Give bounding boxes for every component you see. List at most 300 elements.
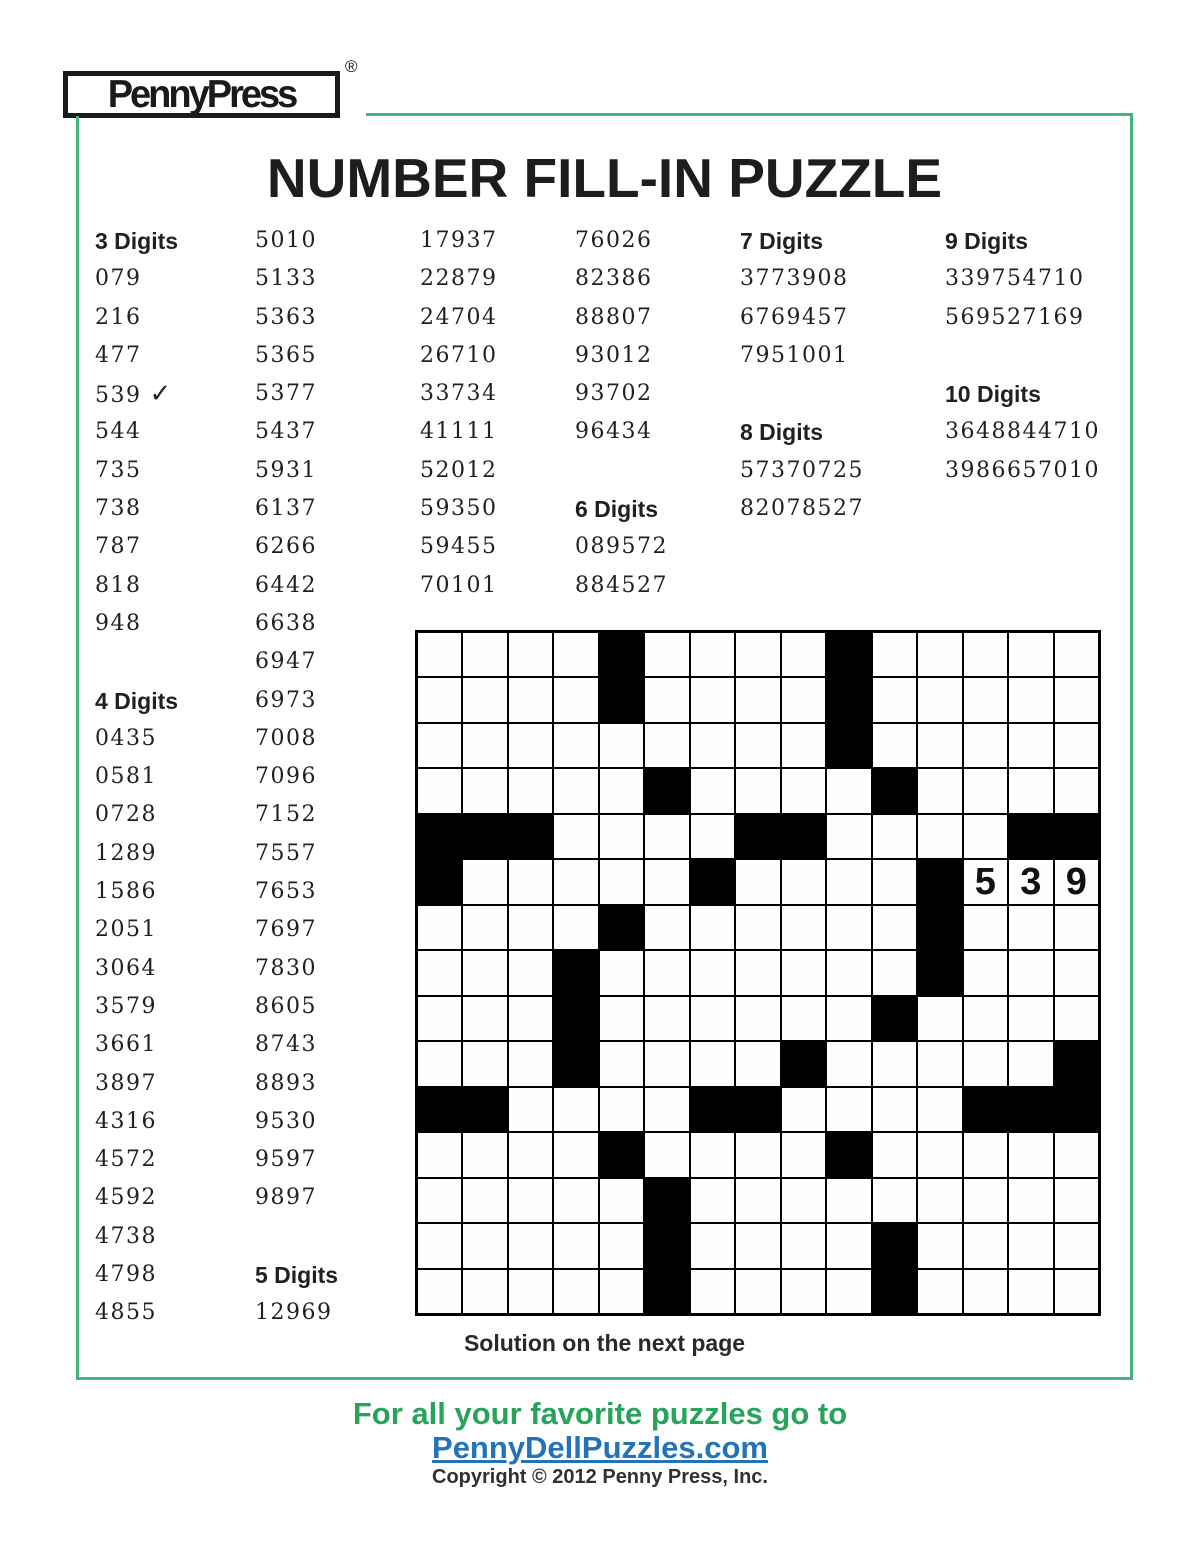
list-number: 735 xyxy=(95,457,142,483)
grid-cell xyxy=(872,632,917,677)
grid-cell xyxy=(1054,677,1099,722)
grid-cell xyxy=(644,859,689,904)
grid-cell xyxy=(917,1269,962,1314)
list-number: 93012 xyxy=(575,342,653,368)
grid-cell xyxy=(417,996,462,1041)
list-number: 477 xyxy=(95,342,142,368)
grid-cell xyxy=(417,950,462,995)
page-title: NUMBER FILL-IN PUZZLE xyxy=(266,147,943,209)
grid-cell xyxy=(781,1132,826,1177)
list-number: 7096 xyxy=(255,764,317,790)
grid-cell xyxy=(781,859,826,904)
grid-cell xyxy=(553,859,598,904)
grid-cell xyxy=(963,723,1008,768)
grid-cell xyxy=(917,677,962,722)
grid-cell xyxy=(508,950,553,995)
list-number: 2051 xyxy=(95,917,157,943)
grid-cell xyxy=(508,1041,553,1086)
list-number: 539 ✓ xyxy=(95,379,172,410)
grid-cell xyxy=(417,1223,462,1268)
list-number: 0728 xyxy=(95,802,157,828)
grid-cell xyxy=(508,632,553,677)
grid-cell xyxy=(735,996,780,1041)
grid-cell xyxy=(872,677,917,722)
list-number: 3064 xyxy=(95,955,157,981)
grid-cell xyxy=(553,723,598,768)
grid-cell xyxy=(417,768,462,813)
list-column-3 xyxy=(420,222,498,605)
grid-cell xyxy=(462,1269,507,1314)
grid-cell xyxy=(735,1132,780,1177)
grid-cell xyxy=(735,1269,780,1314)
grid-cell xyxy=(735,1041,780,1086)
grid-cell xyxy=(1008,1132,1053,1177)
grid-cell xyxy=(599,950,644,995)
grid-cell xyxy=(826,905,871,950)
grid-cell xyxy=(1054,723,1099,768)
solution-note: Solution on the next page xyxy=(463,1330,746,1356)
grid-black-cell xyxy=(417,814,462,859)
list-number: 7830 xyxy=(255,955,317,981)
grid-cell xyxy=(690,677,735,722)
grid-cell xyxy=(690,950,735,995)
list-number: 70101 xyxy=(420,572,498,598)
list-number: 884527 xyxy=(575,572,668,598)
grid-cell xyxy=(1054,768,1099,813)
grid-cell xyxy=(963,1178,1008,1223)
list-number: 818 xyxy=(95,572,142,598)
grid-cell xyxy=(417,723,462,768)
grid-cell xyxy=(826,950,871,995)
grid-cell xyxy=(1054,905,1099,950)
logo-text: PennyPress xyxy=(107,73,296,116)
list-blank-row xyxy=(740,375,864,413)
grid-cell xyxy=(417,1178,462,1223)
grid-cell xyxy=(917,1087,962,1132)
grid-black-cell xyxy=(917,905,962,950)
grid-black-cell xyxy=(417,1087,462,1132)
list-section-header: 10 Digits xyxy=(945,381,1041,408)
list-number: 82386 xyxy=(575,266,653,292)
grid-cell xyxy=(508,905,553,950)
grid-cell xyxy=(735,632,780,677)
grid-cell xyxy=(1008,677,1053,722)
grid-cell xyxy=(826,859,871,904)
grid-cell xyxy=(917,1132,962,1177)
grid-cell xyxy=(462,768,507,813)
grid-black-cell xyxy=(1054,1087,1099,1132)
grid-black-cell xyxy=(553,950,598,995)
footer-copyright: Copyright © 2012 Penny Press, Inc. xyxy=(432,1466,768,1488)
grid-cell xyxy=(1008,905,1053,950)
grid-cell xyxy=(735,859,780,904)
list-number: 7008 xyxy=(255,725,317,751)
list-number: 948 xyxy=(95,610,142,636)
grid-cell xyxy=(644,1041,689,1086)
grid-black-cell xyxy=(917,859,962,904)
grid-cell xyxy=(781,632,826,677)
grid-cell xyxy=(963,1269,1008,1314)
list-column-1 xyxy=(95,222,178,1333)
green-border-top xyxy=(366,113,1133,116)
grid-cell xyxy=(1054,1132,1099,1177)
list-number: 3773908 xyxy=(740,266,849,292)
list-number: 7557 xyxy=(255,840,317,866)
list-blank-row xyxy=(945,337,1100,375)
grid-cell xyxy=(462,1178,507,1223)
list-number: 569527169 xyxy=(945,304,1085,330)
grid-cell xyxy=(690,723,735,768)
grid-cell xyxy=(1054,1269,1099,1314)
list-number: 22879 xyxy=(420,266,498,292)
list-blank-row xyxy=(575,452,668,490)
list-blank-row xyxy=(255,1218,338,1256)
grid-cell xyxy=(826,1223,871,1268)
grid-black-cell xyxy=(417,859,462,904)
list-number: 738 xyxy=(95,496,142,522)
grid-cell xyxy=(963,1223,1008,1268)
grid-cell xyxy=(1054,996,1099,1041)
grid-black-cell xyxy=(462,1087,507,1132)
grid-black-cell xyxy=(644,1178,689,1223)
grid-cell xyxy=(462,723,507,768)
grid-filled-cell: 3 xyxy=(1008,859,1053,904)
grid-cell xyxy=(644,1132,689,1177)
grid-cell xyxy=(1008,950,1053,995)
grid-cell xyxy=(781,905,826,950)
list-number: 82078527 xyxy=(740,496,864,522)
grid-cell xyxy=(1054,632,1099,677)
list-number: 7697 xyxy=(255,917,317,943)
list-number: 6638 xyxy=(255,610,317,636)
grid-cell xyxy=(462,859,507,904)
grid-cell xyxy=(963,996,1008,1041)
grid-cell xyxy=(553,632,598,677)
grid-cell xyxy=(690,1041,735,1086)
grid-cell xyxy=(735,950,780,995)
list-section-header: 7 Digits xyxy=(740,228,824,254)
grid-black-cell xyxy=(781,814,826,859)
list-number: 9530 xyxy=(255,1108,317,1134)
grid-cell xyxy=(644,723,689,768)
list-number: 6769457 xyxy=(740,304,849,330)
grid-cell xyxy=(826,814,871,859)
grid-cell xyxy=(690,768,735,813)
grid-cell xyxy=(417,905,462,950)
list-number: 33734 xyxy=(420,381,498,407)
grid-black-cell xyxy=(826,677,871,722)
grid-black-cell xyxy=(553,996,598,1041)
list-number: 59350 xyxy=(420,496,498,522)
list-number: 3648844710 xyxy=(945,419,1100,445)
grid-cell xyxy=(1054,1178,1099,1223)
grid-cell xyxy=(826,1269,871,1314)
grid-cell xyxy=(1008,1041,1053,1086)
grid-cell xyxy=(690,996,735,1041)
grid-black-cell xyxy=(735,814,780,859)
grid-cell xyxy=(963,1041,1008,1086)
grid-cell xyxy=(872,1041,917,1086)
grid-cell xyxy=(781,677,826,722)
grid-cell xyxy=(1008,1223,1053,1268)
grid-cell xyxy=(872,1178,917,1223)
grid-cell xyxy=(508,1269,553,1314)
grid-cell xyxy=(963,1132,1008,1177)
grid-filled-cell: 9 xyxy=(1054,859,1099,904)
list-number: 3579 xyxy=(95,993,157,1019)
grid-cell xyxy=(1008,1178,1053,1223)
grid-black-cell xyxy=(1008,1087,1053,1132)
grid-cell xyxy=(417,1041,462,1086)
list-number: 8743 xyxy=(255,1032,317,1058)
list-column-4 xyxy=(575,222,668,605)
grid-cell xyxy=(826,768,871,813)
list-number: 3897 xyxy=(95,1070,157,1096)
list-number: 787 xyxy=(95,534,142,560)
grid-cell xyxy=(917,1223,962,1268)
grid-cell xyxy=(690,1269,735,1314)
grid-cell xyxy=(553,814,598,859)
list-number: 6947 xyxy=(255,649,317,675)
grid-cell xyxy=(417,677,462,722)
list-number: 4798 xyxy=(95,1262,157,1288)
grid-black-cell xyxy=(644,1269,689,1314)
grid-cell xyxy=(690,905,735,950)
list-section-header: 9 Digits xyxy=(945,228,1029,254)
grid-black-cell xyxy=(826,1132,871,1177)
list-number: 3986657010 xyxy=(945,457,1100,483)
grid-cell xyxy=(553,1178,598,1223)
grid-cell xyxy=(917,723,962,768)
list-number: 88807 xyxy=(575,304,653,330)
list-column-2 xyxy=(255,222,338,1333)
grid-cell xyxy=(417,1269,462,1314)
grid-cell xyxy=(781,950,826,995)
grid-cell xyxy=(872,1132,917,1177)
grid-cell xyxy=(690,1178,735,1223)
grid-cell xyxy=(462,996,507,1041)
list-number: 5377 xyxy=(255,381,317,407)
grid-black-cell xyxy=(872,1269,917,1314)
grid-cell xyxy=(599,814,644,859)
grid-cell xyxy=(599,1087,644,1132)
list-number: 59455 xyxy=(420,534,498,560)
green-border-right xyxy=(1130,113,1133,1380)
grid-cell xyxy=(1008,632,1053,677)
list-number: 339754710 xyxy=(945,266,1085,292)
grid-black-cell xyxy=(826,723,871,768)
list-number: 8893 xyxy=(255,1070,317,1096)
grid-cell xyxy=(462,632,507,677)
grid-cell xyxy=(826,1178,871,1223)
grid-cell xyxy=(872,1087,917,1132)
grid-cell xyxy=(917,1178,962,1223)
grid-cell xyxy=(1054,1223,1099,1268)
grid-cell xyxy=(599,859,644,904)
grid-filled-cell: 5 xyxy=(963,859,1008,904)
grid-cell xyxy=(508,768,553,813)
grid-cell xyxy=(963,950,1008,995)
grid-cell xyxy=(963,814,1008,859)
grid-cell xyxy=(599,768,644,813)
green-border-left xyxy=(76,116,79,1377)
list-number: 5437 xyxy=(255,419,317,445)
grid-cell xyxy=(872,859,917,904)
grid-cell xyxy=(462,905,507,950)
grid-black-cell xyxy=(917,950,962,995)
grid-cell xyxy=(599,1269,644,1314)
list-number: 1289 xyxy=(95,840,157,866)
grid-cell xyxy=(735,905,780,950)
grid-cell xyxy=(872,905,917,950)
grid-cell xyxy=(917,814,962,859)
grid-cell xyxy=(872,723,917,768)
grid-cell xyxy=(417,632,462,677)
grid-cell xyxy=(599,1041,644,1086)
list-number: 5010 xyxy=(255,228,317,253)
grid-cell xyxy=(599,723,644,768)
grid-cell xyxy=(553,1087,598,1132)
grid-cell xyxy=(826,1087,871,1132)
list-number: 57370725 xyxy=(740,457,864,483)
list-number: 7951001 xyxy=(740,342,849,368)
grid-cell xyxy=(781,723,826,768)
grid-black-cell xyxy=(1054,1041,1099,1086)
grid-cell xyxy=(735,723,780,768)
grid-cell xyxy=(644,905,689,950)
list-number: 6973 xyxy=(255,687,317,713)
list-number: 6266 xyxy=(255,534,317,560)
grid-cell xyxy=(1054,950,1099,995)
list-number: 5363 xyxy=(255,304,317,330)
grid-black-cell xyxy=(1008,814,1053,859)
list-column-6 xyxy=(945,222,1100,490)
grid-black-cell xyxy=(781,1041,826,1086)
grid-cell xyxy=(508,1132,553,1177)
list-number: 96434 xyxy=(575,419,653,445)
grid-cell xyxy=(644,950,689,995)
grid-cell xyxy=(781,1223,826,1268)
grid-cell xyxy=(644,677,689,722)
grid-cell xyxy=(690,632,735,677)
grid-cell xyxy=(963,768,1008,813)
grid-cell xyxy=(781,996,826,1041)
list-number: 7152 xyxy=(255,802,317,828)
list-section-header: 5 Digits xyxy=(255,1262,339,1289)
grid-black-cell xyxy=(735,1087,780,1132)
grid-cell xyxy=(644,1087,689,1132)
list-number: 544 xyxy=(95,419,142,445)
grid-cell xyxy=(553,1269,598,1314)
grid-black-cell xyxy=(644,768,689,813)
grid-cell xyxy=(826,996,871,1041)
list-number: 52012 xyxy=(420,457,498,483)
list-section-header: 4 Digits xyxy=(95,687,179,714)
grid-cell xyxy=(1008,996,1053,1041)
list-number: 93702 xyxy=(575,381,653,407)
grid-cell xyxy=(735,1223,780,1268)
grid-cell xyxy=(462,1041,507,1086)
grid-cell xyxy=(690,814,735,859)
list-number: 4316 xyxy=(95,1108,157,1134)
list-number: 5931 xyxy=(255,457,317,483)
grid-cell xyxy=(508,677,553,722)
list-number: 216 xyxy=(95,304,142,330)
registered-trademark-mark: ® xyxy=(345,57,358,76)
grid-black-cell xyxy=(553,1041,598,1086)
footer-link-wrap xyxy=(0,1430,1200,1466)
grid-cell xyxy=(508,859,553,904)
list-number: 4738 xyxy=(95,1223,157,1249)
grid-black-cell xyxy=(508,814,553,859)
grid-black-cell xyxy=(599,1132,644,1177)
grid-black-cell xyxy=(599,905,644,950)
green-border-bottom xyxy=(76,1377,1133,1380)
list-number: 089572 xyxy=(575,534,668,560)
grid-cell xyxy=(781,1087,826,1132)
grid-cell xyxy=(553,1132,598,1177)
grid-black-cell xyxy=(872,768,917,813)
grid-cell xyxy=(917,1041,962,1086)
grid-cell xyxy=(508,1178,553,1223)
grid-cell xyxy=(599,1223,644,1268)
grid-cell xyxy=(462,950,507,995)
grid-cell xyxy=(872,814,917,859)
list-column-5 xyxy=(740,222,864,528)
grid-cell xyxy=(644,996,689,1041)
list-section-header: 8 Digits xyxy=(740,419,824,446)
list-number: 17937 xyxy=(420,228,498,253)
grid-cell xyxy=(917,996,962,1041)
grid-black-cell xyxy=(690,859,735,904)
list-number: 0435 xyxy=(95,725,157,751)
grid-cell xyxy=(781,1178,826,1223)
grid-cell xyxy=(872,950,917,995)
footer-tagline: For all your favorite puzzles go to xyxy=(352,1396,848,1431)
list-number: 5365 xyxy=(255,342,317,368)
list-number: 8605 xyxy=(255,993,317,1019)
grid-cell xyxy=(553,905,598,950)
list-section-header: 6 Digits xyxy=(575,496,659,523)
grid-cell xyxy=(644,814,689,859)
grid-black-cell xyxy=(599,677,644,722)
grid-cell xyxy=(508,723,553,768)
grid-cell xyxy=(781,1269,826,1314)
list-number: 079 xyxy=(95,266,142,292)
grid-cell xyxy=(917,768,962,813)
grid-cell xyxy=(963,905,1008,950)
list-blank-row xyxy=(95,643,178,681)
list-section-header: 3 Digits xyxy=(95,228,179,254)
grid-cell xyxy=(735,677,780,722)
grid-cell xyxy=(690,1223,735,1268)
grid-cell xyxy=(462,1223,507,1268)
penny-dell-puzzles-link[interactable]: PennyDellPuzzles.com xyxy=(432,1430,768,1465)
list-number: 41111 xyxy=(420,419,498,445)
list-number: 9597 xyxy=(255,1147,317,1173)
grid-cell xyxy=(599,1178,644,1223)
grid-black-cell xyxy=(1054,814,1099,859)
grid-black-cell xyxy=(963,1087,1008,1132)
list-number: 6137 xyxy=(255,496,317,522)
penny-press-logo xyxy=(63,71,340,118)
grid-cell xyxy=(553,768,598,813)
grid-cell xyxy=(462,1132,507,1177)
list-number: 4572 xyxy=(95,1147,157,1173)
grid-black-cell xyxy=(599,632,644,677)
grid-cell xyxy=(690,1132,735,1177)
grid-cell xyxy=(1008,723,1053,768)
